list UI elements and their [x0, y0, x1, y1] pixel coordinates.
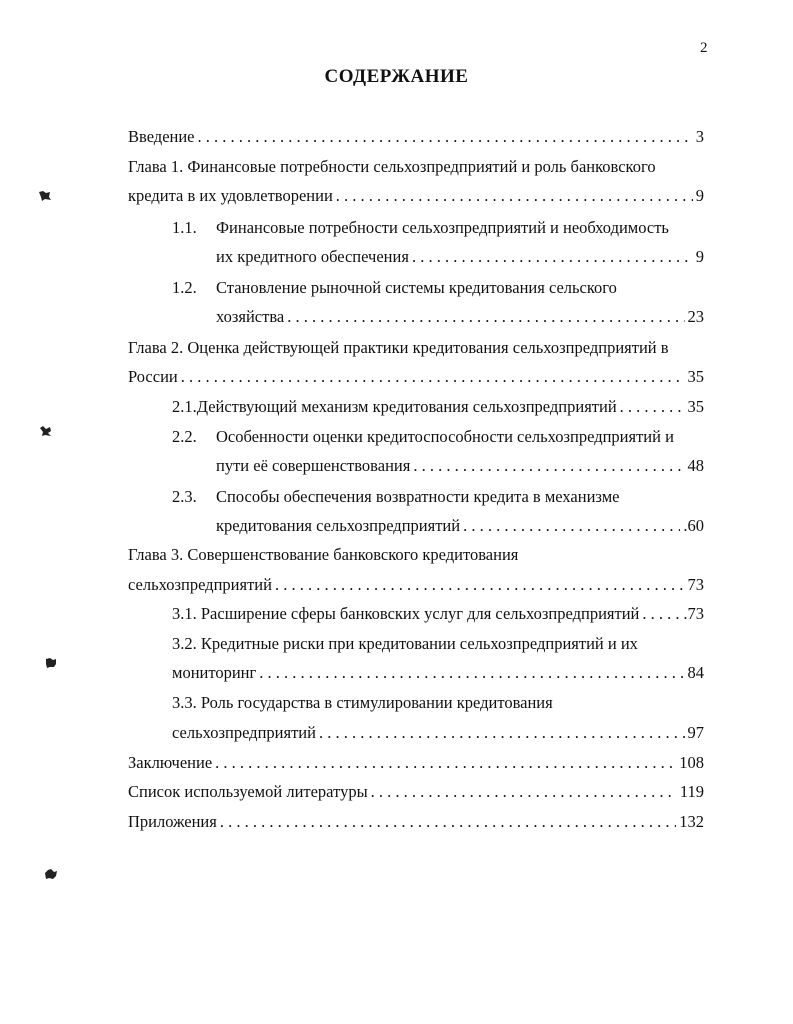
- toc-chapter-3-title: Глава 3. Совершенствование банковского кредитования: [128, 545, 519, 564]
- scan-mark-icon: [39, 425, 53, 437]
- toc-entry-page: 9: [695, 247, 704, 266]
- toc-entry-page: 35: [687, 397, 704, 416]
- toc-entry-label: Приложения: [128, 812, 217, 831]
- dot-leader: [319, 722, 685, 744]
- toc-entry-page: 73: [687, 575, 704, 594]
- dot-leader: [413, 455, 684, 477]
- toc-section-3-3-title: 3.3. Роль государства в стимулировании кредитования: [172, 693, 553, 712]
- toc-entry-section-3-1: [172, 603, 704, 625]
- dot-leader: [336, 185, 693, 207]
- scan-mark-icon: [44, 657, 58, 669]
- toc-section-2-3-title: [172, 486, 619, 508]
- toc-entry-page: 119: [679, 782, 704, 801]
- toc-entry-label: кредитования сельхозпредприятий: [216, 516, 461, 535]
- toc-entry-conclusion: [128, 752, 704, 774]
- toc-section-number: 1.2.: [172, 278, 197, 297]
- toc-entry-label: 3.1. Расширение сферы банковских услуг для сельхозпредприятий: [172, 604, 640, 623]
- toc-chapter-2-title: Глава 2. Оценка действующей практики кредитования сельхозпредприятий в: [128, 338, 669, 357]
- scan-mark-icon: [44, 868, 58, 880]
- toc-entry-intro: [128, 126, 704, 148]
- toc-entry-page: 108: [679, 753, 704, 772]
- toc-entry-label: сельхозпредприятий: [128, 575, 272, 594]
- dot-leader: [371, 781, 677, 803]
- toc-entry-page: .60: [683, 516, 704, 535]
- toc-entry-label: Заключение: [128, 753, 213, 772]
- toc-entry-page: 35: [687, 367, 704, 386]
- dot-leader: [287, 306, 684, 328]
- toc-entry-appendices: [128, 811, 704, 833]
- toc-section-1-2-title: [172, 277, 617, 299]
- dot-leader: [275, 574, 685, 596]
- toc-section-2-2-title: [172, 426, 674, 448]
- toc-entry-label: кредита в их удовлетворении: [128, 186, 333, 205]
- dot-leader: [642, 603, 680, 625]
- toc-entry-page: 97: [687, 723, 704, 742]
- dot-leader: [181, 366, 685, 388]
- toc-entry-page: 23: [687, 307, 704, 326]
- toc-entry-label: мониторинг: [172, 663, 257, 682]
- toc-section-text: Особенности оценки кредитоспособности сельхозпредприятий и: [216, 427, 674, 446]
- toc-entry-page: .73: [683, 604, 704, 623]
- toc-section-number: 2.2.: [172, 427, 197, 446]
- toc-title: СОДЕРЖАНИЕ: [324, 66, 469, 87]
- toc-section-number: 1.1.: [172, 218, 197, 237]
- toc-entry-bibliography: [128, 781, 704, 803]
- toc-section-text: Финансовые потребности сельхозпредприятий и необходимость: [216, 218, 669, 237]
- toc-section-1-1-title: [172, 217, 669, 239]
- toc-entry-page: 48: [687, 456, 704, 475]
- toc-entry-label: Действующий механизм кредитования сельхозпредприятий: [196, 397, 617, 416]
- dot-leader: [198, 126, 693, 148]
- toc-entry-chapter-2: [128, 366, 704, 388]
- toc-entry-page: 84: [687, 663, 704, 682]
- toc-entry-chapter-1: [128, 185, 704, 207]
- toc-entry-label: Введение: [128, 127, 195, 146]
- toc-entry-label: Список используемой литературы: [128, 782, 368, 801]
- toc-entry-section-2-2: [216, 455, 704, 477]
- toc-entry-section-3-3: [172, 722, 704, 744]
- toc-entry-section-2-3: [216, 515, 704, 537]
- scan-mark-icon: [38, 190, 52, 202]
- page-number: 2: [700, 40, 708, 56]
- toc-entry-page: 132: [679, 812, 704, 831]
- toc-section-number: 2.3.: [172, 487, 197, 506]
- dot-leader: [463, 515, 680, 537]
- toc-entry-page: 3: [695, 127, 704, 146]
- toc-entry-chapter-3: [128, 574, 704, 596]
- toc-entry-label: хозяйства: [216, 307, 285, 326]
- dot-leader: [220, 811, 676, 833]
- toc-entry-label: пути её совершенствования: [216, 456, 411, 475]
- toc-section-number: 2.1.: [172, 397, 197, 416]
- dot-leader: [412, 246, 693, 268]
- toc-section-text: Способы обеспечения возвратности кредита в механизме: [216, 487, 620, 506]
- dot-leader: [620, 396, 685, 418]
- toc-entry-section-2-1: [172, 396, 704, 418]
- toc-chapter-1-title: Глава 1. Финансовые потребности сельхозпредприятий и роль банковского: [128, 157, 656, 176]
- dot-leader: [259, 662, 684, 684]
- toc-entry-page: 9: [695, 186, 704, 205]
- toc-entry-section-1-2: [216, 306, 704, 328]
- dot-leader: [215, 752, 676, 774]
- toc-entry-label: России: [128, 367, 178, 386]
- toc-section-text: Становление рыночной системы кредитования сельского: [216, 278, 617, 297]
- toc-entry-section-1-1: [216, 246, 704, 268]
- toc-entry-label: сельхозпредприятий: [172, 723, 316, 742]
- toc-entry-label: их кредитного обеспечения: [216, 247, 409, 266]
- toc-entry-section-3-2: [172, 662, 704, 684]
- toc-section-3-2-title: 3.2. Кредитные риски при кредитовании сельхозпредприятий и их: [172, 634, 638, 653]
